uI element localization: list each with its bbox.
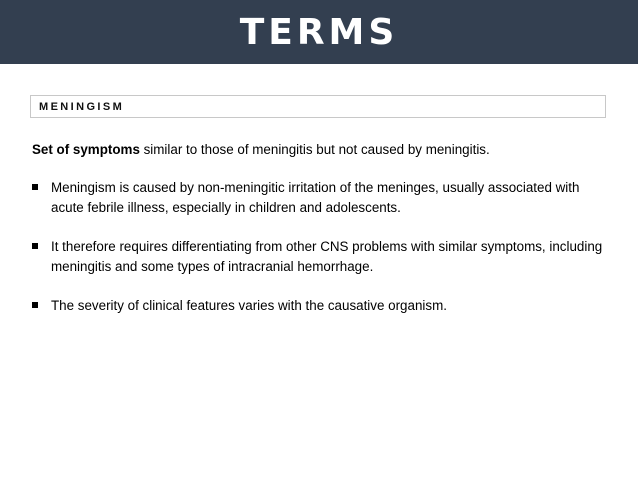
bullet-list [32, 178, 612, 316]
slide-body [32, 140, 612, 335]
term-heading-box [30, 95, 606, 118]
list-item [32, 296, 612, 316]
bullet-text: The severity of clinical features varies with the causative organism. [51, 298, 447, 313]
definition-paragraph [32, 140, 612, 160]
slide-title: TERMS [239, 12, 399, 53]
bullet-text: Meningism is caused by non-meningitic irritation of the meninges, usually associated with acute febrile illness, especially in children and adolescents. [51, 180, 580, 215]
list-item [32, 178, 612, 218]
square-bullet-icon [32, 243, 38, 249]
definition-text: similar to those of meningitis but not caused by meningitis. [139, 142, 490, 157]
definition-bold-text: Set of symptoms [32, 142, 140, 157]
list-item [32, 237, 612, 277]
slide-header [0, 0, 638, 64]
bullet-text: It therefore requires differentiating from other CNS problems with similar symptoms, including meningitis and some types of intracranial hemorrhage. [51, 239, 603, 274]
square-bullet-icon [32, 302, 38, 308]
square-bullet-icon [32, 184, 38, 190]
term-heading: MENINGISM [39, 100, 125, 113]
